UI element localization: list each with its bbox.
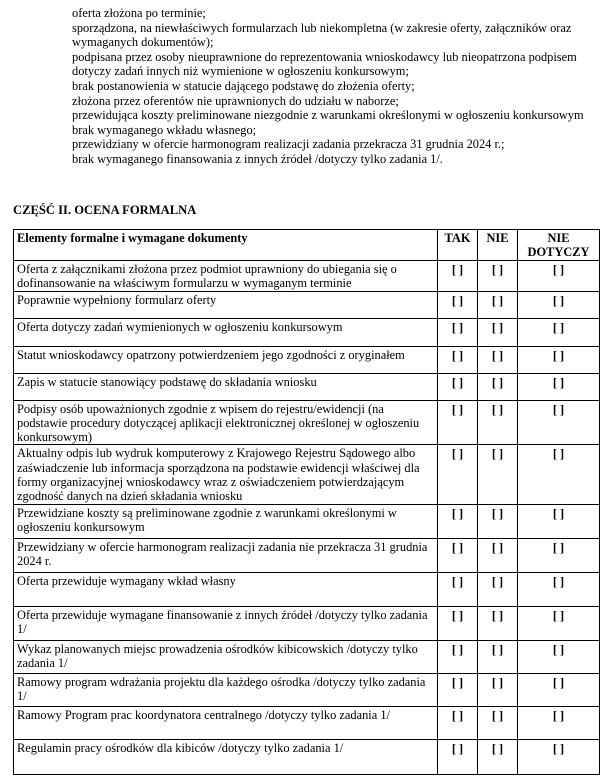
table-row xyxy=(14,739,600,774)
checkbox-tak[interactable]: [ ] xyxy=(438,260,478,291)
checkbox-tak[interactable]: [ ] xyxy=(438,291,478,318)
element-description: Przewidziany w ofercie harmonogram realizacji zadania nie przekracza 31 grudnia 2024 r. xyxy=(14,538,438,572)
checkbox-tak[interactable]: [ ] xyxy=(438,346,478,373)
table-row xyxy=(14,706,600,739)
element-description: Ramowy Program prac koordynatora centralnego /dotyczy tylko zadania 1/ xyxy=(14,706,438,739)
checkbox-tak[interactable]: [ ] xyxy=(438,572,478,606)
criteria-line: przewidziany w ofercie harmonogram realizacji zadania przekracza 31 grudnia 2024 r.; xyxy=(72,137,505,152)
table-row xyxy=(14,673,600,706)
element-description: Statut wnioskodawcy opatrzony potwierdzeniem jego zgodności z oryginałem xyxy=(14,346,438,373)
element-description: Ramowy program wdrażania projektu dla każdego ośrodka /dotyczy tylko zadania 1/ xyxy=(14,673,438,706)
criteria-line: złożona przez oferentów nie uprawnionych do udziału w naborze; xyxy=(72,93,399,108)
header-nie-dotyczy: NIE DOTYCZY xyxy=(518,230,600,261)
checkbox-tak[interactable]: [ ] xyxy=(438,373,478,400)
checkbox-tak[interactable]: [ ] xyxy=(438,400,478,445)
criteria-line: podpisana przez osoby nieuprawnione do reprezentowania wnioskodawcy lub nieopatrzona podpisem xyxy=(72,49,577,64)
header-nie: NIE xyxy=(478,230,518,261)
checkbox-nie-dotyczy[interactable]: [ ] xyxy=(518,673,600,706)
criteria-line: sporządzona, na niewłaściwych formularzach lub niekompletna (w zakresie oferty, załączników oraz xyxy=(72,20,572,35)
checkbox-nie-dotyczy[interactable]: [ ] xyxy=(518,318,600,346)
criteria-line: przewidująca koszty preliminowane niezgodnie z warunkami określonymi w ogłoszeniu konkursowym xyxy=(72,108,584,123)
criteria-line: dotyczy zadań innych niż wymienione w ogłoszeniu konkursowym; xyxy=(72,64,409,79)
checkbox-tak[interactable]: [ ] xyxy=(438,640,478,673)
element-description: Poprawnie wypełniony formularz oferty xyxy=(14,291,438,318)
table-row xyxy=(14,640,600,673)
element-description: Oferta przewiduje wymagany wkład własny xyxy=(14,572,438,606)
checkbox-tak[interactable]: [ ] xyxy=(438,739,478,774)
checkbox-nie-dotyczy[interactable]: [ ] xyxy=(518,504,600,538)
checkbox-nie-dotyczy[interactable]: [ ] xyxy=(518,572,600,606)
element-description: Zapis w statucie stanowiący podstawę do składania wniosku xyxy=(14,373,438,400)
checkbox-nie[interactable]: [ ] xyxy=(478,400,518,445)
element-description: Oferta z załącznikami złożona przez podmiot uprawniony do ubiegania się o dofinansowanie na właściwym formularzu w wymaganym terminie xyxy=(14,260,438,291)
table-row xyxy=(14,373,600,400)
checkbox-nie[interactable]: [ ] xyxy=(478,606,518,640)
checkbox-tak[interactable]: [ ] xyxy=(438,706,478,739)
checkbox-tak[interactable]: [ ] xyxy=(438,538,478,572)
checkbox-nie[interactable]: [ ] xyxy=(478,260,518,291)
checkbox-nie[interactable]: [ ] xyxy=(478,673,518,706)
checkbox-tak[interactable]: [ ] xyxy=(438,504,478,538)
checkbox-tak[interactable]: [ ] xyxy=(438,445,478,504)
checkbox-nie[interactable]: [ ] xyxy=(478,706,518,739)
element-description: Oferta przewiduje wymagane finansowanie z innych źródeł /dotyczy tylko zadania 1/ xyxy=(14,606,438,640)
checkbox-tak[interactable]: [ ] xyxy=(438,318,478,346)
checkbox-nie-dotyczy[interactable]: [ ] xyxy=(518,706,600,739)
checkbox-nie-dotyczy[interactable]: [ ] xyxy=(518,260,600,291)
table-row xyxy=(14,400,600,445)
checkbox-nie-dotyczy[interactable]: [ ] xyxy=(518,606,600,640)
table-row xyxy=(14,538,600,572)
checkbox-nie-dotyczy[interactable]: [ ] xyxy=(518,538,600,572)
rejection-criteria-list xyxy=(72,6,602,167)
element-description: Aktualny odpis lub wydruk komputerowy z Krajowego Rejestru Sądowego albo zaświadczenie lub informacja sporządzona na podstawie ewidencji właściwej dla formy organizacyjnej wnioskodawcy wraz z oświadczeniem potwierdzającym zgodność danych na dzień składania wniosku xyxy=(14,445,438,504)
table-row xyxy=(14,606,600,640)
section-title: CZĘŚĆ II. OCENA FORMALNA xyxy=(13,203,197,217)
table-row xyxy=(14,291,600,318)
checkbox-nie[interactable]: [ ] xyxy=(478,291,518,318)
table-row xyxy=(14,504,600,538)
element-description: Regulamin pracy ośrodków dla kibiców /dotyczy tylko zadania 1/ xyxy=(14,739,438,774)
element-description: Wykaz planowanych miejsc prowadzenia ośrodków kibicowskich /dotyczy tylko zadania 1/ xyxy=(14,640,438,673)
table-row xyxy=(14,318,600,346)
table-row xyxy=(14,572,600,606)
header-elements: Elementy formalne i wymagane dokumenty xyxy=(14,230,438,261)
criteria-line: oferta złożona po terminie; xyxy=(72,6,206,20)
checkbox-nie-dotyczy[interactable]: [ ] xyxy=(518,373,600,400)
table-row xyxy=(14,445,600,504)
formal-evaluation-table xyxy=(13,229,600,775)
checkbox-nie[interactable]: [ ] xyxy=(478,739,518,774)
criteria-line: brak wymaganego finansowania z innych źródeł /dotyczy tylko zadania 1/. xyxy=(72,151,443,166)
checkbox-nie-dotyczy[interactable]: [ ] xyxy=(518,400,600,445)
checkbox-nie[interactable]: [ ] xyxy=(478,538,518,572)
checkbox-nie[interactable]: [ ] xyxy=(478,640,518,673)
element-description: Przewidziane koszty są preliminowane zgodnie z warunkami określonymi w ogłoszeniu konkursowym xyxy=(14,504,438,538)
checkbox-nie[interactable]: [ ] xyxy=(478,318,518,346)
checkbox-nie[interactable]: [ ] xyxy=(478,346,518,373)
header-tak: TAK xyxy=(438,230,478,261)
checkbox-nie[interactable]: [ ] xyxy=(478,572,518,606)
checkbox-tak[interactable]: [ ] xyxy=(438,673,478,706)
checkbox-nie[interactable]: [ ] xyxy=(478,504,518,538)
criteria-line: brak postanowienia w statucie dającego podstawę do złożenia oferty; xyxy=(72,78,415,93)
criteria-line: brak wymaganego wkładu własnego; xyxy=(72,122,257,137)
checkbox-nie-dotyczy[interactable]: [ ] xyxy=(518,346,600,373)
checkbox-nie-dotyczy[interactable]: [ ] xyxy=(518,445,600,504)
checkbox-nie[interactable]: [ ] xyxy=(478,373,518,400)
checkbox-tak[interactable]: [ ] xyxy=(438,606,478,640)
element-description: Podpisy osób upoważnionych zgodnie z wpisem do rejestru/ewidencji (na podstawie procedury dotyczącej aplikacji elektronicznej określonej w ogłoszeniu konkursowym) xyxy=(14,400,438,445)
checkbox-nie[interactable]: [ ] xyxy=(478,445,518,504)
checkbox-nie-dotyczy[interactable]: [ ] xyxy=(518,739,600,774)
table-row xyxy=(14,346,600,373)
checkbox-nie-dotyczy[interactable]: [ ] xyxy=(518,291,600,318)
table-header-row xyxy=(14,230,600,261)
element-description: Oferta dotyczy zadań wymienionych w ogłoszeniu konkursowym xyxy=(14,318,438,346)
criteria-line: wymaganych dokumentów); xyxy=(72,35,214,50)
checkbox-nie-dotyczy[interactable]: [ ] xyxy=(518,640,600,673)
table-row xyxy=(14,260,600,291)
